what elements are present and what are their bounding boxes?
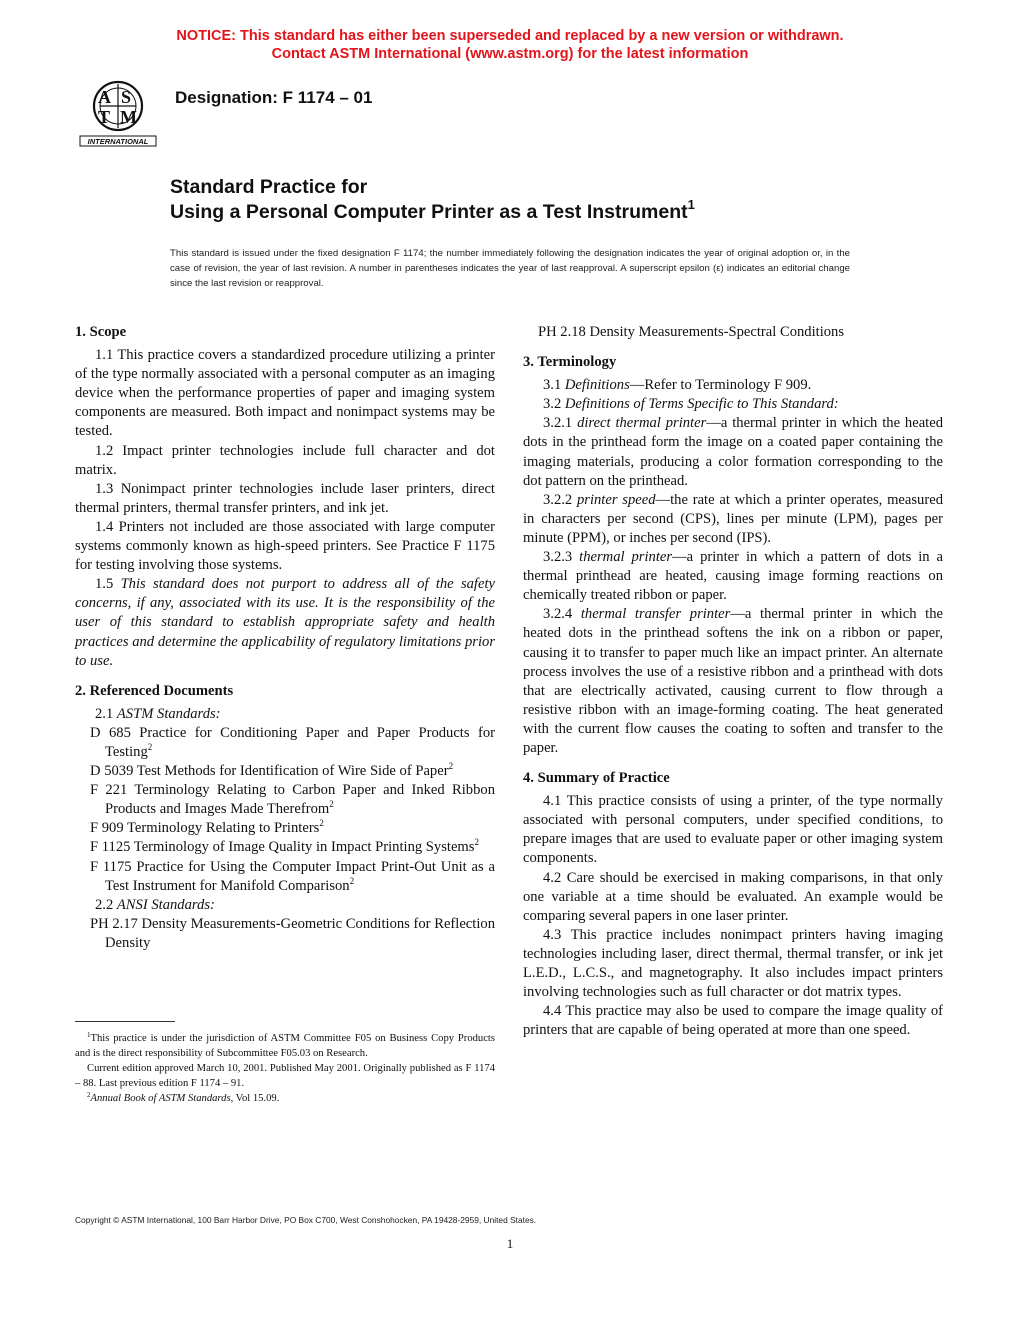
withdrawal-notice	[0, 27, 1020, 63]
ref-item-footnote-marker: 2	[474, 837, 479, 848]
footnote-1-text: This practice is under the jurisdiction of ASTM Committee F05 on Business Copy Products and is the direct responsibility of Subcommittee F05.03 on Research.	[75, 1033, 495, 1059]
para-3-1-text: —Refer to Terminology F 909.	[629, 377, 812, 394]
para-1-2: 1.2 Impact printer technologies include full character and dot matrix.	[75, 442, 495, 478]
para-2-1-num: 2.1	[95, 705, 117, 722]
logo-letter-t: T	[98, 107, 111, 127]
definition-text: —a thermal printer in which the heated dots in the printhead softens the ink on a ribbon or paper, causing it to transfer to paper much like an impact printer. An alternate process involves the use of a resistive ribbon and a printhead with dots that are electrically activated, causing current to flow through a resistive ribbon with an image-forming coating. The heat generated with the current flow causes the coating to soften and transfer to the paper.	[523, 606, 943, 756]
para-1-5-text: This standard does not purport to address all of the safety concerns, if any, associated with its use. It is the responsibility of the user of this standard to establish appropriate safety and health practices and determine the applicability of regulatory limitations prior to use.	[75, 576, 495, 669]
definition-3-2-2	[523, 491, 943, 548]
astm-logo	[78, 78, 158, 150]
ref-item	[90, 724, 495, 762]
ref-item-footnote-marker: 2	[349, 875, 355, 886]
para-1-5-num: 1.5	[95, 576, 121, 593]
definition-num: 3.2.2	[543, 491, 577, 508]
para-3-2-num: 3.2	[543, 396, 565, 413]
ref-item	[90, 819, 495, 838]
definition-text: —a printer in which a pattern of dots in a thermal printhead are heated, causing image forming reactions on chemically treated ribbon or paper.	[523, 549, 943, 604]
definition-term: printer speed	[576, 491, 656, 508]
definition-num: 3.2.4	[543, 606, 581, 623]
ref-item-text: F 909 Terminology Relating to Printers	[90, 820, 320, 837]
para-3-2-label: Definitions of Terms Specific to This Standard:	[564, 396, 839, 413]
section-1-heading: 1. Scope	[75, 324, 127, 340]
para-2-2	[75, 896, 495, 915]
section-2-heading: 2. Referenced Documents	[75, 682, 234, 699]
footnote-1-marker: 1	[87, 1031, 91, 1039]
ref-item-text: F 221 Terminology Relating to Carbon Paper and Inked Ribbon Products and Images Made Therefrom	[90, 782, 495, 818]
definition-3-2-4	[523, 605, 943, 758]
title-line-2	[170, 197, 695, 225]
definition-3-2-1	[523, 414, 943, 490]
copyright-line: Copyright © ASTM International, 100 Barr Harbor Drive, PO Box C700, West Conshohocken, PA 19428-2959, United States.	[75, 1215, 537, 1225]
document-title	[170, 175, 695, 225]
ansi-ref-item: PH 2.17 Density Measurements-Geometric Conditions for Reflection Density	[90, 915, 495, 951]
right-column	[523, 323, 943, 1040]
ref-item	[90, 858, 495, 896]
para-1-4: 1.4 Printers not included are those associated with large computer systems commonly known as high-speed printers. See Practice F 1175 for testing involving those systems.	[75, 518, 495, 574]
footnotes	[75, 1031, 495, 1106]
section-3-heading: 3. Terminology	[523, 354, 617, 371]
notice-line-2: Contact ASTM International (www.astm.org) for the latest information	[271, 46, 749, 62]
para-1-5	[75, 575, 495, 670]
para-1-1: 1.1 This practice covers a standardized procedure utilizing a printer of the type normally associated with a personal computer as an imaging device when the performance properties of paper and imaging system components are measured. Both impact and nonimpact systems may be tested.	[75, 347, 495, 440]
para-3-1-num: 3.1	[543, 377, 565, 394]
footnote-1-continued: Current edition approved March 10, 2001. Published May 2001. Originally published as F 1174 – 88. Last previous edition F 1174 – 91.	[75, 1063, 495, 1089]
definition-term: thermal printer	[579, 549, 673, 566]
ref-item	[90, 781, 495, 819]
title-footnote-marker: 1	[687, 197, 695, 212]
definition-3-2-3	[523, 548, 943, 605]
footnote-divider	[75, 1021, 175, 1022]
para-3-1-label: Definitions	[564, 377, 630, 394]
footnote-1	[75, 1031, 495, 1061]
ansi-ref-item: PH 2.18 Density Measurements-Spectral Conditions	[538, 324, 845, 340]
ref-item-footnote-marker: 2	[329, 799, 334, 810]
para-3-1	[523, 376, 943, 395]
logo-letter-m: M	[120, 107, 137, 127]
definition-text: —the rate at which a printer operates, measured in characters per second (CPS), lines per minute (LPM), pages per minute (PPM), or inches per second (IPS).	[523, 491, 943, 546]
para-3-2	[523, 395, 943, 414]
para-4-1: 4.1 This practice consists of using a printer, of the type normally associated with personal computers, under specified conditions, to prepare images that are used to evaluate paper or other imaging system components.	[523, 793, 943, 867]
para-2-2-label: ANSI Standards:	[116, 896, 215, 913]
para-4-4: 4.4 This practice may also be used to compare the image quality of printers that are capable of being operated at more than one speed.	[523, 1003, 943, 1039]
notice-line-1: NOTICE: This standard has either been superseded and replaced by a new version or withdrawn.	[176, 28, 844, 44]
para-4-3: 4.3 This practice includes nonimpact printers having imaging technologies including laser, direct thermal, thermal transfer, or ink jet L.E.D., L.C.S., and magnetography. It also includes impact printers involving technologies such as full character or dot matrix types.	[523, 926, 943, 1001]
ref-item-footnote-marker: 2	[147, 741, 153, 752]
para-4-2: 4.2 Care should be exercised in making comparisons, in that only one variable at a time should be evaluated. An example would be comparing several papers in one laser printer.	[523, 869, 943, 924]
ref-item-text: D 685 Practice for Conditioning Paper and Paper Products for Testing	[90, 724, 495, 760]
designation: Designation: F 1174 – 01	[175, 88, 373, 107]
footnote-2-title: Annual Book of ASTM Standards	[90, 1093, 231, 1104]
ref-item	[90, 762, 495, 781]
ref-item-text: F 1125 Terminology of Image Quality in Impact Printing Systems	[90, 839, 475, 856]
section-4-heading: 4. Summary of Practice	[523, 770, 670, 787]
logo-letter-s: S	[121, 87, 132, 107]
ref-item	[90, 838, 495, 857]
left-column	[75, 323, 495, 953]
definition-num: 3.2.1	[543, 415, 578, 432]
logo-caption: INTERNATIONAL	[87, 137, 149, 146]
para-2-1-label: ASTM Standards:	[116, 705, 221, 722]
issuance-statement: This standard is issued under the fixed designation F 1174; the number immediately following the designation indicates the year of original adoption or, in the case of revision, the year of last revision. A number in parentheses indicates the year of last reapproval. A superscript epsilon (ε) indicates an editorial change since the last revision or reapproval.	[170, 248, 850, 289]
footnote-2-text: , Vol 15.09.	[230, 1093, 280, 1104]
title-line-2-text: Using a Personal Computer Printer as a Test Instrument	[170, 201, 688, 223]
definition-text: —a thermal printer in which the heated dots in the printhead form the image on a coated paper containing the imaging materials, producing a color formation corresponding to the dot pattern on the printhead.	[523, 415, 944, 489]
definition-num: 3.2.3	[543, 549, 580, 566]
logo-letter-a: A	[98, 87, 111, 107]
footnote-2-marker: 2	[87, 1091, 91, 1099]
definition-term: direct thermal printer	[577, 415, 707, 432]
para-1-3: 1.3 Nonimpact printer technologies include laser printers, direct thermal printers, thermal transfer printers, and ink jet.	[75, 480, 495, 516]
ref-item-footnote-marker: 2	[448, 761, 454, 772]
definition-term: thermal transfer printer	[580, 606, 731, 623]
ref-item-text: F 1175 Practice for Using the Computer Impact Print-Out Unit as a Test Instrument for Manifold Comparison	[90, 858, 495, 894]
ref-item-text: D 5039 Test Methods for Identification of Wire Side of Paper	[90, 763, 449, 780]
ref-item-footnote-marker: 2	[319, 818, 324, 829]
footnote-2	[75, 1091, 495, 1106]
para-2-1	[75, 705, 495, 724]
astm-logo-icon	[78, 78, 158, 150]
para-2-2-num: 2.2	[95, 896, 117, 913]
page-number: 1	[506, 1236, 514, 1251]
title-line-1: Standard Practice for	[170, 176, 368, 198]
